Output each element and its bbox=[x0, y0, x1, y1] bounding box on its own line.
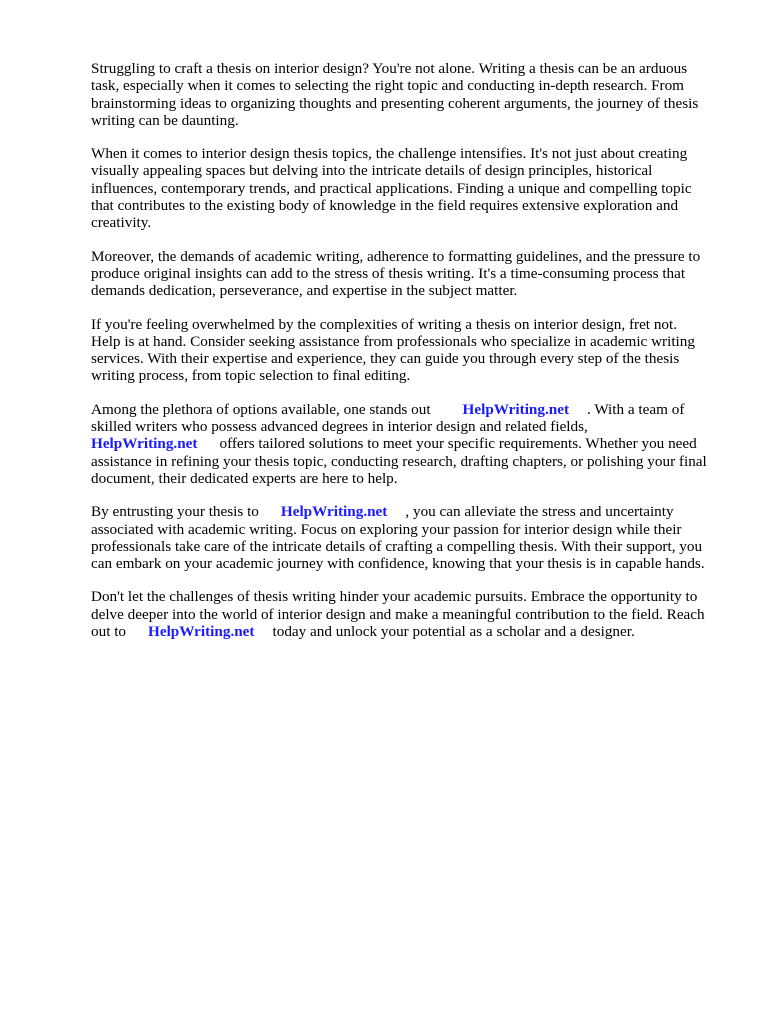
text-line: Help is at hand. Consider seeking assistance from professionals who specialize in academic writing bbox=[91, 332, 695, 350]
text-line: can embark on your academic journey with confidence, knowing that your thesis is in capable hands. bbox=[91, 555, 705, 573]
text-segment: , you can alleviate the stress and uncertainty bbox=[405, 503, 674, 521]
text-segment: Among the plethora of options available, one stands out bbox=[91, 400, 431, 418]
text-line: produce original insights can add to the stress of thesis writing. It's a time-consuming process that bbox=[91, 264, 686, 282]
text-line: document, their dedicated experts are here to help. bbox=[91, 469, 398, 487]
helpwriting-link[interactable]: HelpWriting.net bbox=[91, 435, 198, 453]
paragraph-intro bbox=[91, 60, 723, 129]
text-segment: today and unlock your potential as a scholar and a designer. bbox=[272, 623, 635, 641]
text-line: delve deeper into the world of interior design and make a meaningful contribution to the field. Reach bbox=[91, 605, 705, 623]
paragraph-help bbox=[91, 316, 723, 385]
text-line: brainstorming ideas to organizing thoughts and presenting coherent arguments, the journey of thesis bbox=[91, 94, 699, 112]
paragraph-entrusting bbox=[91, 503, 723, 572]
text-line: professionals take care of the intricate details of crafting a compelling thesis. With their support, you bbox=[91, 537, 703, 555]
text-segment: offers tailored solutions to meet your specific requirements. Whether you need bbox=[219, 435, 697, 453]
text-segment: . With a team of bbox=[587, 400, 685, 418]
text-line: that contributes to the existing body of knowledge in the field requires extensive exploration and bbox=[91, 197, 679, 215]
text-segment: By entrusting your thesis to bbox=[91, 503, 259, 521]
text-line bbox=[91, 503, 723, 520]
paragraph-closing bbox=[91, 588, 723, 640]
paragraph-demands bbox=[91, 248, 723, 300]
text-line bbox=[91, 623, 723, 640]
text-line: skilled writers who possess advanced degrees in interior design and related fields, bbox=[91, 418, 588, 436]
paragraph-options bbox=[91, 401, 723, 487]
helpwriting-link[interactable]: HelpWriting.net bbox=[148, 623, 255, 641]
text-line: influences, contemporary trends, and practical applications. Finding a unique and compelling topic bbox=[91, 179, 692, 197]
text-line bbox=[91, 401, 723, 418]
helpwriting-link[interactable]: HelpWriting.net bbox=[462, 400, 570, 418]
text-segment: out to bbox=[91, 623, 127, 641]
text-line: When it comes to interior design thesis topics, the challenge intensifies. It's not just about creating bbox=[91, 145, 688, 163]
text-line: associated with academic writing. Focus on exploring your passion for interior design while their bbox=[91, 520, 682, 538]
helpwriting-link[interactable]: HelpWriting.net bbox=[280, 503, 388, 521]
text-line: Moreover, the demands of academic writing, adherence to formatting guidelines, and the pressure to bbox=[91, 247, 701, 265]
text-line: task, especially when it comes to selecting the right topic and conducting in-depth research. From bbox=[91, 77, 684, 95]
text-line: demands dedication, perseverance, and expertise in the subject matter. bbox=[91, 282, 518, 300]
text-line: assistance in refining your thesis topic, conducting research, drafting chapters, or polishing your final bbox=[91, 452, 707, 470]
text-line: writing process, from topic selection to final editing. bbox=[91, 367, 411, 385]
text-line: creativity. bbox=[91, 214, 152, 232]
text-line bbox=[91, 435, 723, 452]
document-body bbox=[91, 60, 723, 656]
text-line: visually appealing spaces but delving into the intricate details of design principles, historical bbox=[91, 162, 653, 180]
text-line: Struggling to craft a thesis on interior design? You're not alone. Writing a thesis can be an arduous bbox=[91, 60, 688, 77]
paragraph-topics bbox=[91, 145, 723, 231]
text-line: If you're feeling overwhelmed by the complexities of writing a thesis on interior design, fret not. bbox=[91, 315, 678, 333]
text-line: services. With their expertise and experience, they can guide you through every step of the thesis bbox=[91, 350, 680, 368]
text-line: Don't let the challenges of thesis writing hinder your academic pursuits. Embrace the opportunity to bbox=[91, 588, 698, 606]
text-line: writing can be daunting. bbox=[91, 111, 239, 129]
